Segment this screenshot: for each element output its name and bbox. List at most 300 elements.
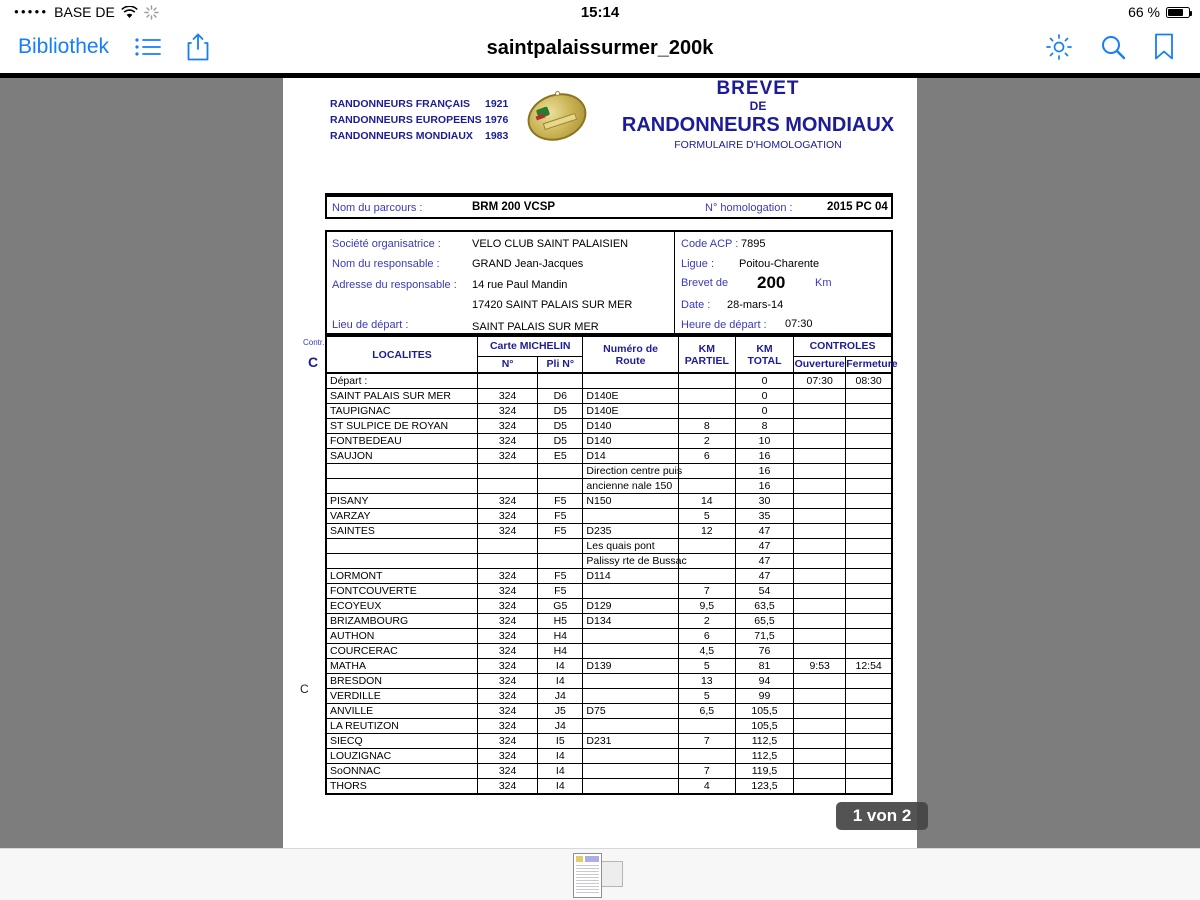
viewer-toolbar bbox=[0, 25, 1200, 73]
cell-ouverture bbox=[794, 689, 846, 704]
cell-fermeture bbox=[846, 449, 892, 464]
cell-route: Direction centre puis bbox=[583, 464, 678, 479]
control-marker-matha: C bbox=[300, 682, 309, 696]
cell-km-total: 47 bbox=[735, 554, 793, 569]
cell-ouverture bbox=[794, 734, 846, 749]
cell-fermeture: 08:30 bbox=[846, 373, 892, 389]
cell-km-partiel bbox=[678, 479, 735, 494]
cell-route bbox=[583, 629, 678, 644]
cell-km-total: 65,5 bbox=[735, 614, 793, 629]
cell-fermeture bbox=[846, 704, 892, 719]
cell-pli-n: J4 bbox=[538, 689, 583, 704]
cell-ouverture bbox=[794, 449, 846, 464]
table-row bbox=[326, 494, 892, 509]
col-controles: CONTROLES bbox=[794, 336, 892, 356]
responsable-label: Nom du responsable : bbox=[332, 258, 440, 270]
cell-route: D140E bbox=[583, 389, 678, 404]
cell-fermeture: 12:54 bbox=[846, 659, 892, 674]
cell-pli-n: F5 bbox=[538, 584, 583, 599]
table-row bbox=[326, 584, 892, 599]
cell-localite: ANVILLE bbox=[326, 704, 478, 719]
cell-ouverture bbox=[794, 479, 846, 494]
cell-ouverture bbox=[794, 719, 846, 734]
cell-km-partiel: 5 bbox=[678, 659, 735, 674]
cell-ouverture bbox=[794, 569, 846, 584]
carrier-label: BASE DE bbox=[54, 4, 115, 20]
table-row bbox=[326, 389, 892, 404]
cell-pli-n: F5 bbox=[538, 509, 583, 524]
ligue-label: Ligue : bbox=[681, 258, 715, 270]
cell-km-partiel bbox=[678, 539, 735, 554]
cell-km-partiel bbox=[678, 749, 735, 764]
cell-km-total: 76 bbox=[735, 644, 793, 659]
route-table bbox=[325, 335, 898, 795]
brm-heading: BREVET DE RANDONNEURS MONDIAUX FORMULAIRE D'HOMOLOGATION bbox=[613, 78, 903, 151]
cell-km-partiel bbox=[678, 569, 735, 584]
cell-carte-n: 324 bbox=[478, 449, 538, 464]
cell-localite: FONTBEDEAU bbox=[326, 434, 478, 449]
cell-km-partiel: 14 bbox=[678, 494, 735, 509]
cell-km-total: 105,5 bbox=[735, 719, 793, 734]
cell-km-total: 94 bbox=[735, 674, 793, 689]
signal-strength-icon: ●●●●● bbox=[14, 6, 49, 16]
cell-km-partiel: 4,5 bbox=[678, 644, 735, 659]
battery-icon bbox=[1166, 7, 1190, 18]
cell-localite: SoONNAC bbox=[326, 764, 478, 779]
cell-ouverture bbox=[794, 614, 846, 629]
societe-label: Société organisatrice : bbox=[332, 238, 441, 250]
cell-km-total: 30 bbox=[735, 494, 793, 509]
pdf-viewer-canvas[interactable] bbox=[0, 78, 1200, 848]
cell-fermeture bbox=[846, 764, 892, 779]
cell-pli-n: D5 bbox=[538, 434, 583, 449]
cell-ouverture bbox=[794, 509, 846, 524]
cell-fermeture bbox=[846, 674, 892, 689]
cell-carte-n: 324 bbox=[478, 704, 538, 719]
cell-fermeture bbox=[846, 749, 892, 764]
adresse-value2: 17420 SAINT PALAIS SUR MER bbox=[472, 299, 633, 311]
cell-localite: SIECQ bbox=[326, 734, 478, 749]
cell-carte-n: 324 bbox=[478, 524, 538, 539]
search-icon[interactable] bbox=[1100, 34, 1126, 60]
cell-fermeture bbox=[846, 554, 892, 569]
organisation-year: 1983 bbox=[485, 130, 509, 142]
table-row bbox=[326, 689, 892, 704]
cell-carte-n: 324 bbox=[478, 494, 538, 509]
cell-fermeture bbox=[846, 569, 892, 584]
cell-localite: ST SULPICE DE ROYAN bbox=[326, 419, 478, 434]
bookmark-icon[interactable] bbox=[1154, 33, 1174, 60]
col-km-partiel: KM PARTIEL bbox=[678, 336, 735, 373]
cell-pli-n: I4 bbox=[538, 749, 583, 764]
col-n: N° bbox=[478, 356, 538, 373]
cell-carte-n: 324 bbox=[478, 644, 538, 659]
col-ouverture: Ouverture bbox=[794, 356, 846, 373]
cell-localite: COURCERAC bbox=[326, 644, 478, 659]
cell-pli-n bbox=[538, 373, 583, 389]
table-row bbox=[326, 614, 892, 629]
cell-km-total: 16 bbox=[735, 464, 793, 479]
cell-localite: AUTHON bbox=[326, 629, 478, 644]
cell-localite bbox=[326, 539, 478, 554]
cell-carte-n bbox=[478, 539, 538, 554]
cell-localite: VARZAY bbox=[326, 509, 478, 524]
cell-localite: LA REUTIZON bbox=[326, 719, 478, 734]
cell-km-partiel: 6,5 bbox=[678, 704, 735, 719]
cell-ouverture bbox=[794, 539, 846, 554]
cell-km-total: 8 bbox=[735, 419, 793, 434]
cell-ouverture bbox=[794, 494, 846, 509]
col-localites: LOCALITES bbox=[326, 336, 478, 373]
cell-carte-n: 324 bbox=[478, 569, 538, 584]
cell-carte-n: 324 bbox=[478, 419, 538, 434]
table-row bbox=[326, 659, 892, 674]
cell-ouverture bbox=[794, 584, 846, 599]
cell-pli-n: I4 bbox=[538, 659, 583, 674]
cell-fermeture bbox=[846, 389, 892, 404]
cell-localite: VERDILLE bbox=[326, 689, 478, 704]
cell-route: D140 bbox=[583, 434, 678, 449]
cell-pli-n: J4 bbox=[538, 719, 583, 734]
cell-pli-n: F5 bbox=[538, 569, 583, 584]
cell-pli-n bbox=[538, 554, 583, 569]
cell-route bbox=[583, 674, 678, 689]
cell-route: D231 bbox=[583, 734, 678, 749]
cell-fermeture bbox=[846, 584, 892, 599]
cell-localite: ECOYEUX bbox=[326, 599, 478, 614]
responsable-value: GRAND Jean-Jacques bbox=[472, 258, 584, 270]
cell-ouverture bbox=[794, 644, 846, 659]
cell-km-total: 47 bbox=[735, 539, 793, 554]
cell-localite: FONTCOUVERTE bbox=[326, 584, 478, 599]
cell-km-partiel: 13 bbox=[678, 674, 735, 689]
cell-ouverture: 07:30 bbox=[794, 373, 846, 389]
cell-route: D75 bbox=[583, 704, 678, 719]
cell-pli-n bbox=[538, 479, 583, 494]
cell-pli-n bbox=[538, 464, 583, 479]
cell-km-total: 63,5 bbox=[735, 599, 793, 614]
clock: 15:14 bbox=[580, 4, 620, 21]
organisation-name: RANDONNEURS FRANÇAIS bbox=[330, 98, 471, 110]
col-km-total: KM TOTAL bbox=[735, 336, 793, 373]
cell-carte-n bbox=[478, 464, 538, 479]
cell-fermeture bbox=[846, 464, 892, 479]
societe-value: VELO CLUB SAINT PALAISIEN bbox=[472, 238, 629, 250]
cell-km-partiel: 7 bbox=[678, 584, 735, 599]
cell-ouverture bbox=[794, 524, 846, 539]
cell-km-total: 10 bbox=[735, 434, 793, 449]
cell-route: Les quais pont bbox=[583, 539, 678, 554]
cell-pli-n: H4 bbox=[538, 629, 583, 644]
organisation-year: 1976 bbox=[485, 114, 509, 126]
cell-km-partiel: 7 bbox=[678, 764, 735, 779]
lieu-label: Lieu de départ : bbox=[332, 319, 409, 331]
cell-ouverture bbox=[794, 764, 846, 779]
cell-km-total: 35 bbox=[735, 509, 793, 524]
cell-km-total: 54 bbox=[735, 584, 793, 599]
cell-km-partiel: 4 bbox=[678, 779, 735, 795]
cell-km-partiel: 2 bbox=[678, 434, 735, 449]
cell-km-total: 112,5 bbox=[735, 734, 793, 749]
code-acp-label: Code ACP : bbox=[681, 238, 739, 250]
cell-route: D114 bbox=[583, 569, 678, 584]
cell-ouverture bbox=[794, 404, 846, 419]
cell-localite: LOUZIGNAC bbox=[326, 749, 478, 764]
cell-route: N150 bbox=[583, 494, 678, 509]
cell-carte-n bbox=[478, 479, 538, 494]
table-row bbox=[326, 749, 892, 764]
cell-route: D134 bbox=[583, 614, 678, 629]
cell-route bbox=[583, 719, 678, 734]
cell-route bbox=[583, 689, 678, 704]
page-thumbnail-1[interactable] bbox=[573, 853, 602, 898]
battery-percent-label: 66 % bbox=[1128, 4, 1160, 20]
date-value: 28-mars-14 bbox=[727, 299, 784, 311]
parcours-label: Nom du parcours : bbox=[332, 202, 423, 214]
cell-km-partiel: 2 bbox=[678, 614, 735, 629]
cell-route: D140E bbox=[583, 404, 678, 419]
cell-localite: BRESDON bbox=[326, 674, 478, 689]
cell-ouverture bbox=[794, 749, 846, 764]
cell-carte-n bbox=[478, 373, 538, 389]
table-row bbox=[326, 734, 892, 749]
cell-fermeture bbox=[846, 419, 892, 434]
cell-carte-n: 324 bbox=[478, 599, 538, 614]
brevet-label: Brevet de bbox=[681, 277, 729, 289]
library-back-button[interactable]: Bibliothek bbox=[18, 35, 110, 58]
cell-fermeture bbox=[846, 644, 892, 659]
cell-route bbox=[583, 764, 678, 779]
table-row bbox=[326, 373, 892, 389]
cell-ouverture bbox=[794, 599, 846, 614]
cell-km-total: 0 bbox=[735, 389, 793, 404]
cell-carte-n: 324 bbox=[478, 614, 538, 629]
date-label: Date : bbox=[681, 299, 711, 311]
table-row bbox=[326, 464, 892, 479]
cell-km-total: 112,5 bbox=[735, 749, 793, 764]
cell-route: D139 bbox=[583, 659, 678, 674]
table-row bbox=[326, 479, 892, 494]
cell-km-total: 47 bbox=[735, 569, 793, 584]
organisation-name: RANDONNEURS EUROPEENS bbox=[330, 114, 482, 126]
cell-ouverture: 9:53 bbox=[794, 659, 846, 674]
cell-km-total: 0 bbox=[735, 404, 793, 419]
cell-localite: SAINT PALAIS SUR MER bbox=[326, 389, 478, 404]
cell-fermeture bbox=[846, 494, 892, 509]
cell-ouverture bbox=[794, 629, 846, 644]
cell-carte-n: 324 bbox=[478, 689, 538, 704]
cell-km-partiel: 8 bbox=[678, 419, 735, 434]
cell-carte-n: 324 bbox=[478, 404, 538, 419]
table-row bbox=[326, 449, 892, 464]
cell-localite: Départ : bbox=[326, 373, 478, 389]
cell-route: ancienne nale 150 bbox=[583, 479, 678, 494]
parcours-box bbox=[325, 193, 893, 219]
cell-carte-n: 324 bbox=[478, 584, 538, 599]
cell-localite: THORS bbox=[326, 779, 478, 795]
cell-carte-n bbox=[478, 554, 538, 569]
cell-fermeture bbox=[846, 719, 892, 734]
cell-route bbox=[583, 644, 678, 659]
cell-km-partiel: 9,5 bbox=[678, 599, 735, 614]
adresse-label: Adresse du responsable : bbox=[332, 279, 457, 291]
cell-localite: PISANY bbox=[326, 494, 478, 509]
cell-localite: BRIZAMBOURG bbox=[326, 614, 478, 629]
cell-pli-n: I4 bbox=[538, 674, 583, 689]
cell-fermeture bbox=[846, 599, 892, 614]
table-row bbox=[326, 569, 892, 584]
cell-pli-n: H5 bbox=[538, 614, 583, 629]
page-number-indicator: 1 von 2 bbox=[836, 802, 928, 830]
table-row bbox=[326, 524, 892, 539]
cell-carte-n: 324 bbox=[478, 779, 538, 795]
cell-route: D129 bbox=[583, 599, 678, 614]
table-row bbox=[326, 779, 892, 795]
brightness-icon[interactable] bbox=[1046, 34, 1072, 60]
cell-pli-n: D5 bbox=[538, 419, 583, 434]
cell-fermeture bbox=[846, 614, 892, 629]
cell-pli-n: G5 bbox=[538, 599, 583, 614]
cell-km-partiel: 5 bbox=[678, 509, 735, 524]
cell-ouverture bbox=[794, 434, 846, 449]
cell-km-partiel bbox=[678, 554, 735, 569]
cell-km-total: 99 bbox=[735, 689, 793, 704]
parcours-value: BRM 200 VCSP bbox=[472, 201, 556, 213]
cell-fermeture bbox=[846, 734, 892, 749]
cell-km-total: 123,5 bbox=[735, 779, 793, 795]
cell-carte-n: 324 bbox=[478, 629, 538, 644]
cell-pli-n: H4 bbox=[538, 644, 583, 659]
cell-ouverture bbox=[794, 674, 846, 689]
homologation-value: 2015 PC 04 bbox=[827, 201, 888, 213]
col-carte-michelin: Carte MICHELIN bbox=[478, 336, 583, 356]
cell-fermeture bbox=[846, 404, 892, 419]
col-fermeture: Fermeture bbox=[846, 356, 892, 373]
cell-km-partiel: 6 bbox=[678, 629, 735, 644]
cell-route: Palissy rte de Bussac bbox=[583, 554, 678, 569]
code-acp-value: 7895 bbox=[741, 238, 766, 250]
organisation-year: 1921 bbox=[485, 98, 509, 110]
cell-carte-n: 324 bbox=[478, 434, 538, 449]
cell-km-partiel: 5 bbox=[678, 689, 735, 704]
cell-carte-n: 324 bbox=[478, 719, 538, 734]
cell-fermeture bbox=[846, 689, 892, 704]
cell-ouverture bbox=[794, 779, 846, 795]
cell-route bbox=[583, 509, 678, 524]
lieu-value: SAINT PALAIS SUR MER bbox=[472, 321, 599, 333]
cell-km-total: 16 bbox=[735, 479, 793, 494]
heure-label: Heure de départ : bbox=[681, 319, 767, 331]
cell-pli-n: J5 bbox=[538, 704, 583, 719]
table-row bbox=[326, 509, 892, 524]
cell-km-partiel bbox=[678, 464, 735, 479]
table-row bbox=[326, 764, 892, 779]
contr-margin-label: Contr. bbox=[303, 338, 325, 347]
cell-carte-n: 324 bbox=[478, 389, 538, 404]
ligue-value: Poitou-Charente bbox=[739, 258, 820, 270]
cell-fermeture bbox=[846, 629, 892, 644]
cell-pli-n: F5 bbox=[538, 494, 583, 509]
cell-km-total: 16 bbox=[735, 449, 793, 464]
cell-ouverture bbox=[794, 704, 846, 719]
cell-fermeture bbox=[846, 479, 892, 494]
cell-route bbox=[583, 749, 678, 764]
heure-value: 07:30 bbox=[785, 318, 813, 330]
cell-localite: SAINTES bbox=[326, 524, 478, 539]
cell-localite bbox=[326, 464, 478, 479]
cell-route bbox=[583, 373, 678, 389]
brevet-distance-value: 200 bbox=[757, 273, 786, 292]
cell-pli-n: E5 bbox=[538, 449, 583, 464]
homologation-label: N° homologation : bbox=[705, 202, 793, 214]
cell-localite: SAUJON bbox=[326, 449, 478, 464]
organisation-info-box bbox=[325, 230, 893, 335]
brm-subtitle: FORMULAIRE D'HOMOLOGATION bbox=[674, 139, 842, 151]
table-row bbox=[326, 629, 892, 644]
thumbnail-strip bbox=[0, 848, 1200, 900]
table-row bbox=[326, 539, 892, 554]
cell-km-total: 0 bbox=[735, 373, 793, 389]
table-row bbox=[326, 704, 892, 719]
cell-route bbox=[583, 779, 678, 795]
cell-route: D140 bbox=[583, 419, 678, 434]
control-marker-top: C bbox=[308, 354, 319, 370]
cell-fermeture bbox=[846, 434, 892, 449]
cell-km-partiel: 7 bbox=[678, 734, 735, 749]
cell-route: D14 bbox=[583, 449, 678, 464]
cell-pli-n: D6 bbox=[538, 389, 583, 404]
cell-carte-n: 324 bbox=[478, 674, 538, 689]
cell-carte-n: 324 bbox=[478, 734, 538, 749]
cell-fermeture bbox=[846, 509, 892, 524]
cell-fermeture bbox=[846, 779, 892, 795]
cell-km-partiel bbox=[678, 389, 735, 404]
cell-carte-n: 324 bbox=[478, 509, 538, 524]
cell-ouverture bbox=[794, 419, 846, 434]
pdf-page[interactable] bbox=[283, 78, 917, 848]
col-pli-n: Pli N° bbox=[538, 356, 583, 373]
cell-carte-n: 324 bbox=[478, 749, 538, 764]
cell-localite bbox=[326, 479, 478, 494]
cell-km-partiel bbox=[678, 404, 735, 419]
cell-km-total: 105,5 bbox=[735, 704, 793, 719]
table-row bbox=[326, 404, 892, 419]
table-row bbox=[326, 644, 892, 659]
cell-carte-n: 324 bbox=[478, 764, 538, 779]
organisation-name: RANDONNEURS MONDIAUX bbox=[330, 130, 473, 142]
cell-pli-n: I4 bbox=[538, 779, 583, 795]
cell-route bbox=[583, 584, 678, 599]
cell-pli-n: I4 bbox=[538, 764, 583, 779]
cell-pli-n: D5 bbox=[538, 404, 583, 419]
cell-localite: LORMONT bbox=[326, 569, 478, 584]
table-row bbox=[326, 419, 892, 434]
cell-km-partiel: 6 bbox=[678, 449, 735, 464]
table-row bbox=[326, 719, 892, 734]
cell-ouverture bbox=[794, 554, 846, 569]
cell-pli-n: I5 bbox=[538, 734, 583, 749]
cell-km-partiel bbox=[678, 719, 735, 734]
cell-localite: MATHA bbox=[326, 659, 478, 674]
cell-localite: TAUPIGNAC bbox=[326, 404, 478, 419]
table-row bbox=[326, 599, 892, 614]
cell-localite bbox=[326, 554, 478, 569]
cell-carte-n: 324 bbox=[478, 659, 538, 674]
cell-ouverture bbox=[794, 464, 846, 479]
cell-route: D235 bbox=[583, 524, 678, 539]
table-row bbox=[326, 434, 892, 449]
cell-fermeture bbox=[846, 539, 892, 554]
